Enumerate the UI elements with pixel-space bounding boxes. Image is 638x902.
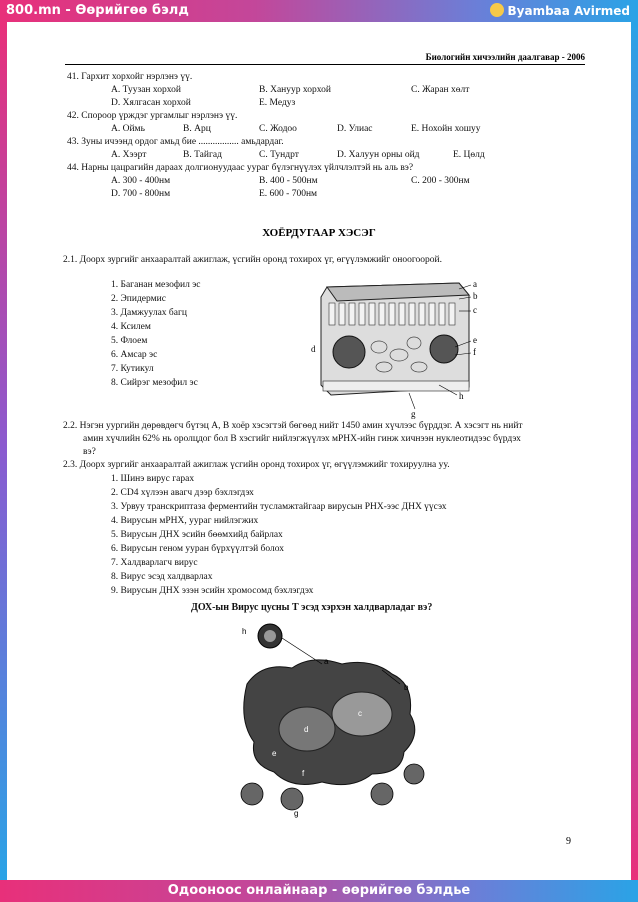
q22-line3: вэ? (83, 447, 96, 457)
header-rule (65, 64, 585, 65)
q21-item-8: 8. Сийрэг мезофил эс (111, 378, 198, 388)
q41-c: С. Жаран хөлт (411, 85, 470, 95)
right-border (631, 22, 638, 880)
q43-c: С. Тундрт (259, 150, 299, 160)
label-a: a (473, 279, 477, 289)
q41-d: D. Хялгасан хорхой (111, 98, 191, 108)
q21-item-4: 4. Ксилем (111, 322, 151, 332)
label-b: b (473, 291, 478, 301)
q43-text: 43. Зуны ичээнд ордог амьд бие ................. амьдардаг. (67, 137, 284, 147)
q44-c: С. 200 - 300нм (411, 176, 470, 186)
q21-item-1: 1. Баганан мезофил эс (111, 280, 201, 290)
virus-label-g: g (294, 809, 299, 818)
q21-item-2: 2. Эпидермис (111, 294, 166, 304)
q23-item-5: 5. Вирусын ДНХ эсийн бөөмхийд байрлах (111, 530, 283, 540)
virus-label-d: d (304, 725, 309, 734)
avatar-icon (490, 3, 504, 17)
virus-label-c: c (358, 709, 362, 718)
q41-text: 41. Гархит хорхойг нэрлэнэ үү. (67, 72, 193, 82)
label-d: d (311, 344, 316, 354)
label-e: e (473, 335, 477, 345)
top-banner (0, 0, 638, 22)
bottom-banner[interactable]: Одооноос онлайнаар - өөрийгөө бэлдье (0, 880, 638, 902)
q42-e: Е. Нохойн хошуу (411, 124, 481, 134)
label-h: h (459, 391, 464, 401)
label-f: f (473, 347, 476, 357)
q41-a: А. Туузан хорхой (111, 85, 181, 95)
page-number: 9 (566, 836, 571, 847)
left-border (0, 22, 7, 880)
q23-item-3: 3. Урвуу транскриптаза ферментийн тусламжтайгаар вирусын РНХ-ээс ДНХ үүсэх (111, 502, 447, 512)
q22-line1: 2.2. Нэгэн уургийн дөрөвдөгч бүтэц А, В хоёр хэсэгтэй бөгөөд нийт 1450 амин хүчлээс бүрддэг. А хэсэгт нь нийт (63, 421, 523, 431)
q23-item-7: 7. Халдварлагч вирус (111, 558, 198, 568)
q23-item-6: 6. Вирусын геном ууран бүрхүүлтэй болох (111, 544, 285, 554)
virus-label-b: b (404, 683, 409, 692)
q21-item-3: 3. Дамжуулах багц (111, 308, 187, 318)
leaf-cross-section-diagram (311, 277, 479, 419)
q43-d: D. Халуун орны ойд (337, 150, 420, 160)
label-g: g (411, 409, 416, 419)
q21-item-6: 6. Амсар эс (111, 350, 158, 360)
q44-b: В. 400 - 500нм (259, 176, 318, 186)
user-label: Byambaa Avirmed (507, 4, 630, 18)
section-title: ХОЁРДУГААР ХЭСЭГ (262, 227, 376, 239)
virus-label-h: h (242, 627, 247, 636)
label-c: c (473, 305, 477, 315)
virus-diagram-title: ДОХ-ын Вирус цусны Т эсэд хэрхэн халдварладаг вэ? (191, 602, 433, 613)
q43-a: А. Хээрт (111, 150, 147, 160)
q23-item-2: 2. CD4 хүлээн авагч дээр бэхлэгдэх (111, 488, 254, 498)
virus-label-f: f (302, 769, 305, 778)
q41-e: Е. Медуз (259, 98, 296, 108)
q23-item-4: 4. Вирусын мРНХ, уураг нийлэгжих (111, 516, 259, 526)
hiv-infection-diagram (232, 624, 432, 819)
q23-item-1: 1. Шинэ вирус гарах (111, 474, 195, 484)
q43-b: В. Тайгад (183, 150, 222, 160)
virus-label-e: e (272, 749, 277, 758)
q42-c: С. Жодоо (259, 124, 297, 134)
site-name[interactable]: 800.mn - Өөрийгөө бэлд (6, 3, 189, 18)
q22-line2: амин хүчлийн 62% нь оролцдог бол В хэсгийг нийлэгжүүлэх мРНХ-ийн гинж хичнээн нуклеотидээс бүрдэх (83, 434, 521, 444)
q44-e: Е. 600 - 700нм (259, 189, 318, 199)
q44-d: D. 700 - 800нм (111, 189, 171, 199)
q23-item-8: 8. Вирус эсэд халдварлах (111, 572, 213, 582)
q23-item-9: 9. Вирусын ДНХ эзэн эсийн хромосомд бэхлэгдэх (111, 586, 314, 596)
user-name[interactable] (490, 3, 630, 18)
q21-item-7: 7. Кутикул (111, 364, 154, 374)
q41-b: В. Хануур хорхой (259, 85, 331, 95)
q44-a: А. 300 - 400нм (111, 176, 171, 186)
q43-e: Е. Цөлд (453, 150, 485, 160)
q21-text: 2.1. Доорх зургийг анхааралтай ажиглаж, үсгийн оронд тохирох үг, өгүүлэмжийг оноогоорой. (63, 255, 442, 265)
q42-text: 42. Спороор үрждэг ургамлыг нэрлэнэ үү. (67, 111, 238, 121)
q42-b: В. Арц (183, 124, 211, 134)
q23-text: 2.3. Доорх зургийг анхааралтай ажиглаж үсгийн оронд тохирох үг, өгүүлэмжийг тохируулна уу. (63, 460, 450, 470)
q21-item-5: 5. Флоем (111, 336, 148, 346)
document-page (7, 22, 631, 880)
page-header: Биологийн хичээлийн даалгавар - 2006 (425, 52, 585, 62)
q44-text: 44. Нарны цацрагийн дараах долгионуудаас уураг бүлэгнүүлэх үйлчлэлтэй нь аль вэ? (67, 163, 414, 173)
q42-d: D. Улиас (337, 124, 373, 134)
q42-a: А. Оймь (111, 124, 145, 134)
virus-label-a: a (324, 657, 329, 666)
